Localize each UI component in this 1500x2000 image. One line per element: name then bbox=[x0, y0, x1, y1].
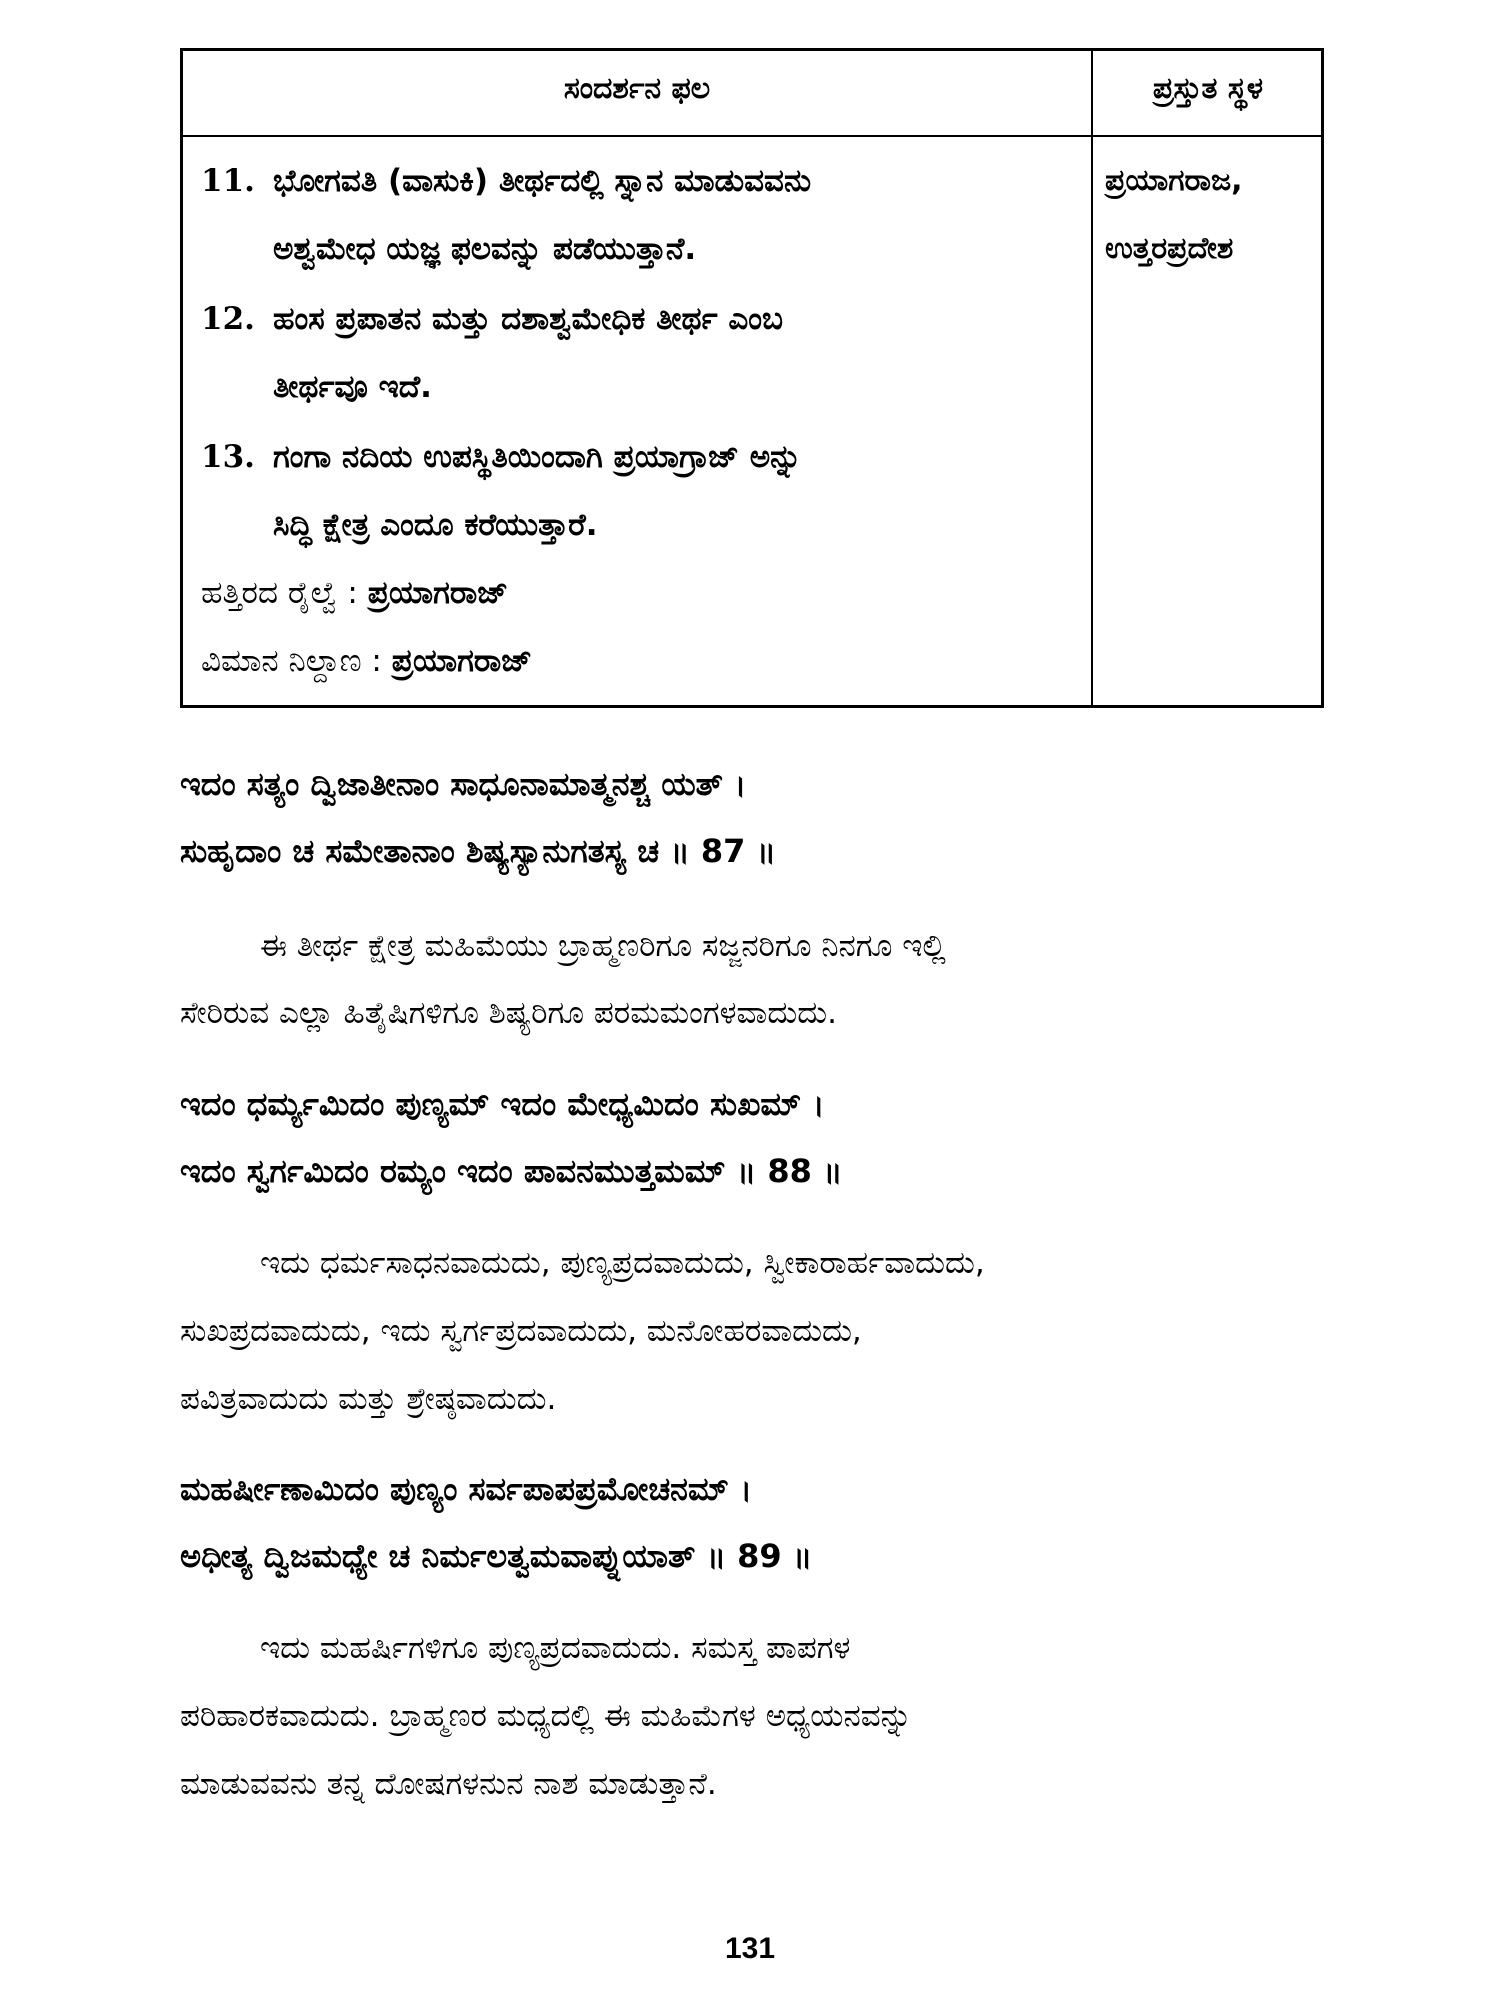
verse-89-line2: ಅಧೀತ್ಯ ದ್ವಿಜಮಧ್ಯೇ ಚ ನಿರ್ಮಲತ್ವಮವಾಪ್ನುಯಾತ್ ॥ 89 ॥ bbox=[180, 1537, 813, 1575]
info-table bbox=[180, 48, 1324, 708]
para-87-line1: ಈ ತೀರ್ಥ ಕ್ಷೇತ್ರ ಮಹಿಮೆಯು ಬ್ರಾಹ್ಮಣರಿಗೂ ಸಜ್ಜನರಿಗೂ ನಿನಗೂ ಇಲ್ಲಿ bbox=[260, 928, 946, 964]
para-87-line2: ಸೇರಿರುವ ಎಲ್ಲಾ ಹಿತೈಷಿಗಳಿಗೂ ಶಿಷ್ಯರಿಗೂ ಪರಮಮಂಗಳವಾದುದು. bbox=[180, 995, 837, 1031]
airport: ವಿಮಾನ ನಿಲ್ದಾಣ : ಪ್ರಯಾಗರಾಜ್ bbox=[201, 643, 533, 679]
item-12-line1: 12. ಹಂಸ ಪ್ರಪಾತನ ಮತ್ತು ದಶಾಶ್ವಮೇಧಿಕ ತೀರ್ಥ ಎಂಬ bbox=[201, 301, 783, 337]
item-13-line2: ಸಿದ್ಧಿ ಕ್ಷೇತ್ರ ಎಂದೂ ಕರೆಯುತ್ತಾರೆ. bbox=[273, 507, 598, 543]
item-12-line2: ತೀರ್ಥವೂ ಇದೆ. bbox=[273, 369, 432, 405]
para-88-line2: ಸುಖಪ್ರದವಾದುದು, ಇದು ಸ್ವರ್ಗಪ್ರದವಾದುದು, ಮನೋಹರವಾದುದು, bbox=[180, 1313, 862, 1349]
nearest-railway: ಹತ್ತಿರದ ರೈಲ್ವೆ : ಪ್ರಯಾಗರಾಜ್ bbox=[201, 575, 509, 611]
verse-88-line1: ಇದಂ ಧರ್ಮ್ಯಮಿದಂ ಪುಣ್ಯಮ್ ಇದಂ ಮೇಧ್ಯಮಿದಂ ಸುಖಮ್ । bbox=[180, 1085, 825, 1123]
para-89-line2: ಪರಿಹಾರಕವಾದುದು. ಬ್ರಾಹ್ಮಣರ ಮಧ್ಯದಲ್ಲಿ ಈ ಮಹಿಮೆಗಳ ಅಧ್ಯಯನವನ್ನು bbox=[180, 1698, 912, 1734]
verse-89-line1: ಮಹರ್ಷೀಣಾಮಿದಂ ಪುಣ್ಯಂ ಸರ್ವಪಾಪಪ್ರಮೋಚನಮ್ । bbox=[180, 1470, 753, 1508]
verse-88-line2: ಇದಂ ಸ್ವರ್ಗಮಿದಂ ರಮ್ಯಂ ಇದಂ ಪಾವನಮುತ್ತಮಮ್ ॥ 88 ॥ bbox=[180, 1152, 843, 1190]
item-11-line1: 11. ಭೋಗವತಿ (ವಾಸುಕಿ) ತೀರ್ಥದಲ್ಲಿ ಸ್ನಾನ ಮಾಡುವವನು bbox=[201, 163, 812, 199]
verse-87-line2: ಸುಹೃದಾಂ ಚ ಸಮೇತಾನಾಂ ಶಿಷ್ಯಸ್ಯಾನುಗತಸ್ಯ ಚ ॥ 87 ॥ bbox=[180, 832, 777, 870]
para-88-line1: ಇದು ಧರ್ಮಸಾಧನವಾದುದು, ಪುಣ್ಯಪ್ರದವಾದುದು, ಸ್ವೀಕಾರಾರ್ಹವಾದುದು, bbox=[260, 1245, 985, 1281]
para-88-line3: ಪವಿತ್ರವಾದುದು ಮತ್ತು ಶ್ರೇಷ್ಠವಾದುದು. bbox=[180, 1381, 557, 1417]
page-number: 131 bbox=[724, 1932, 776, 1965]
place-line2: ಉತ್ತರಪ್ರದೇಶ bbox=[1105, 231, 1234, 266]
header-divider bbox=[183, 135, 1321, 137]
para-89-line1: ಇದು ಮಹರ್ಷಿಗಳಿಗೂ ಪುಣ್ಯಪ್ರದವಾದುದು. ಸಮಸ್ತ ಪಾಪಗಳ bbox=[260, 1630, 851, 1666]
column-divider bbox=[1091, 51, 1093, 705]
header-darshana-phala: ಸಂದರ್ಶನ ಫಲ bbox=[563, 71, 711, 106]
item-11-line2: ಅಶ್ವಮೇಧ ಯಜ್ಞ ಫಲವನ್ನು ಪಡೆಯುತ್ತಾನೆ. bbox=[273, 231, 697, 267]
verse-87-line1: ಇದಂ ಸತ್ಯಂ ದ್ವಿಜಾತೀನಾಂ ಸಾಧೂನಾಮಾತ್ಮನಶ್ಚ ಯತ್ । bbox=[180, 765, 747, 803]
para-89-line3: ಮಾಡುವವನು ತನ್ನ ದೋಷಗಳನುನ ನಾಶ ಮಾಡುತ್ತಾನೆ. bbox=[180, 1766, 717, 1802]
header-present-place: ಪ್ರಸ್ತುತ ಸ್ಥಳ bbox=[1152, 71, 1264, 106]
item-13-line1: 13. ಗಂಗಾ ನದಿಯ ಉಪಸ್ಥಿತಿಯಿಂದಾಗಿ ಪ್ರಯಾಗ್ರಾಜ್ ಅನ್ನು bbox=[201, 439, 802, 475]
place-line1: ಪ್ರಯಾಗರಾಜ, bbox=[1105, 163, 1243, 198]
